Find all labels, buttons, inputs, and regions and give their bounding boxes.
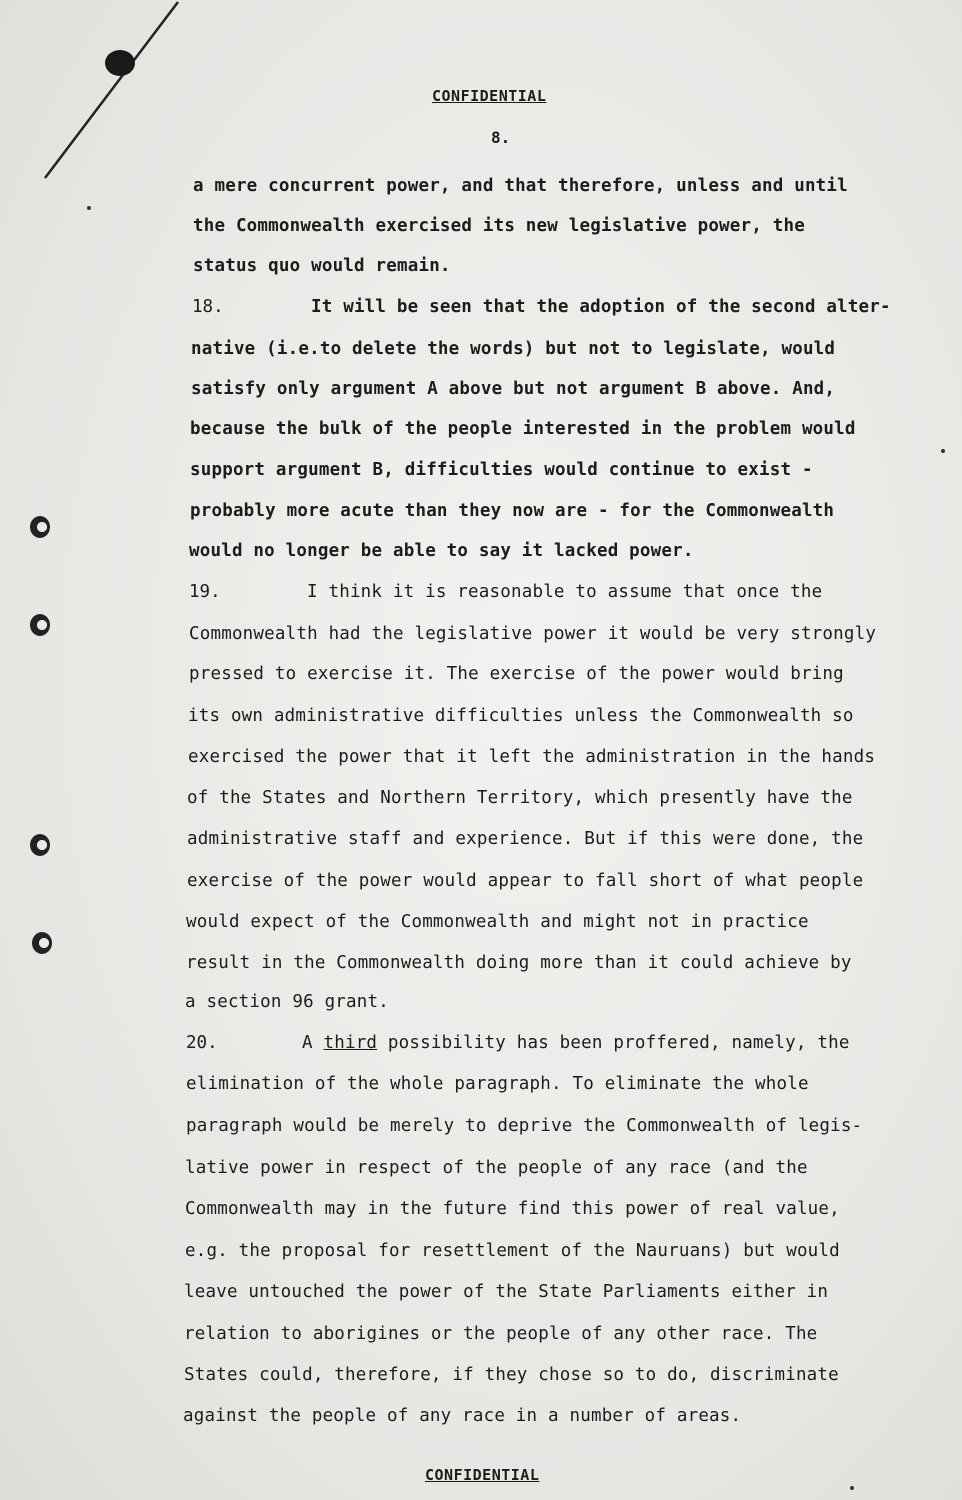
body-line: probably more acute than they now are - for the Commonwealth <box>190 501 835 521</box>
body-line-first <box>302 1033 850 1053</box>
body-line: the Commonwealth exercised its new legislative power, the <box>193 216 805 236</box>
punch-hole <box>30 834 50 856</box>
staple-mark <box>0 0 200 190</box>
speck <box>850 1486 854 1490</box>
body-line: elimination of the whole paragraph. To eliminate the whole <box>186 1074 809 1094</box>
body-line: leave untouched the power of the State Parliaments either in <box>184 1282 829 1302</box>
speck <box>87 206 91 210</box>
body-line: It will be seen that the adoption of the second alter- <box>311 297 891 317</box>
body-line: status quo would remain. <box>193 256 451 276</box>
paragraph-number-18: 18. <box>192 297 224 317</box>
punch-hole <box>30 516 50 538</box>
body-line: its own administrative difficulties unless the Commonwealth so <box>188 706 854 726</box>
punch-hole <box>32 932 52 954</box>
body-line: support argument B, difficulties would continue to exist - <box>190 460 813 480</box>
body-line: relation to aborigines or the people of any other race. The <box>184 1324 818 1344</box>
body-line: would no longer be able to say it lacked power. <box>189 541 694 561</box>
body-line: result in the Commonwealth doing more than it could achieve by <box>186 953 852 973</box>
body-line: administrative staff and experience. But if this were done, the <box>187 829 864 849</box>
text-segment: A <box>302 1033 324 1053</box>
body-line: would expect of the Commonwealth and might not in practice <box>186 912 809 932</box>
speck <box>941 449 945 453</box>
footer-confidential: CONFIDENTIAL <box>425 1466 540 1484</box>
body-line: lative power in respect of the people of any race (and the <box>185 1158 808 1178</box>
underlined-word: third <box>323 1033 378 1053</box>
body-line: because the bulk of the people interested in the problem would <box>190 419 856 439</box>
body-line: a mere concurrent power, and that therefore, unless and until <box>193 176 848 196</box>
punch-hole <box>30 614 50 636</box>
body-line: pressed to exercise it. The exercise of the power would bring <box>189 664 844 684</box>
body-line: I think it is reasonable to assume that once the <box>307 582 823 602</box>
body-line: paragraph would be merely to deprive the Commonwealth of legis- <box>186 1116 863 1136</box>
body-line: Commonwealth had the legislative power it would be very strongly <box>189 624 877 644</box>
page-number: 8. <box>491 128 511 147</box>
body-line: of the States and Northern Territory, which presently have the <box>187 788 853 808</box>
body-line: a section 96 grant. <box>185 992 389 1012</box>
paragraph-number-20: 20. <box>186 1033 218 1053</box>
body-line: satisfy only argument A above but not argument B above. And, <box>191 379 836 399</box>
paragraph-number-19: 19. <box>189 582 221 602</box>
body-line: Commonwealth may in the future find this power of real value, <box>185 1199 840 1219</box>
body-line: against the people of any race in a number of areas. <box>183 1406 742 1426</box>
body-line: native (i.e.to delete the words) but not to legislate, would <box>191 339 836 359</box>
text-segment: possibility has been proffered, namely, the <box>377 1033 850 1053</box>
body-line: e.g. the proposal for resettlement of the Nauruans) but would <box>185 1241 840 1261</box>
header-confidential: CONFIDENTIAL <box>432 87 547 105</box>
body-line: exercise of the power would appear to fall short of what people <box>187 871 864 891</box>
body-line: exercised the power that it left the administration in the hands <box>188 747 876 767</box>
body-line: States could, therefore, if they chose so to do, discriminate <box>184 1365 839 1385</box>
